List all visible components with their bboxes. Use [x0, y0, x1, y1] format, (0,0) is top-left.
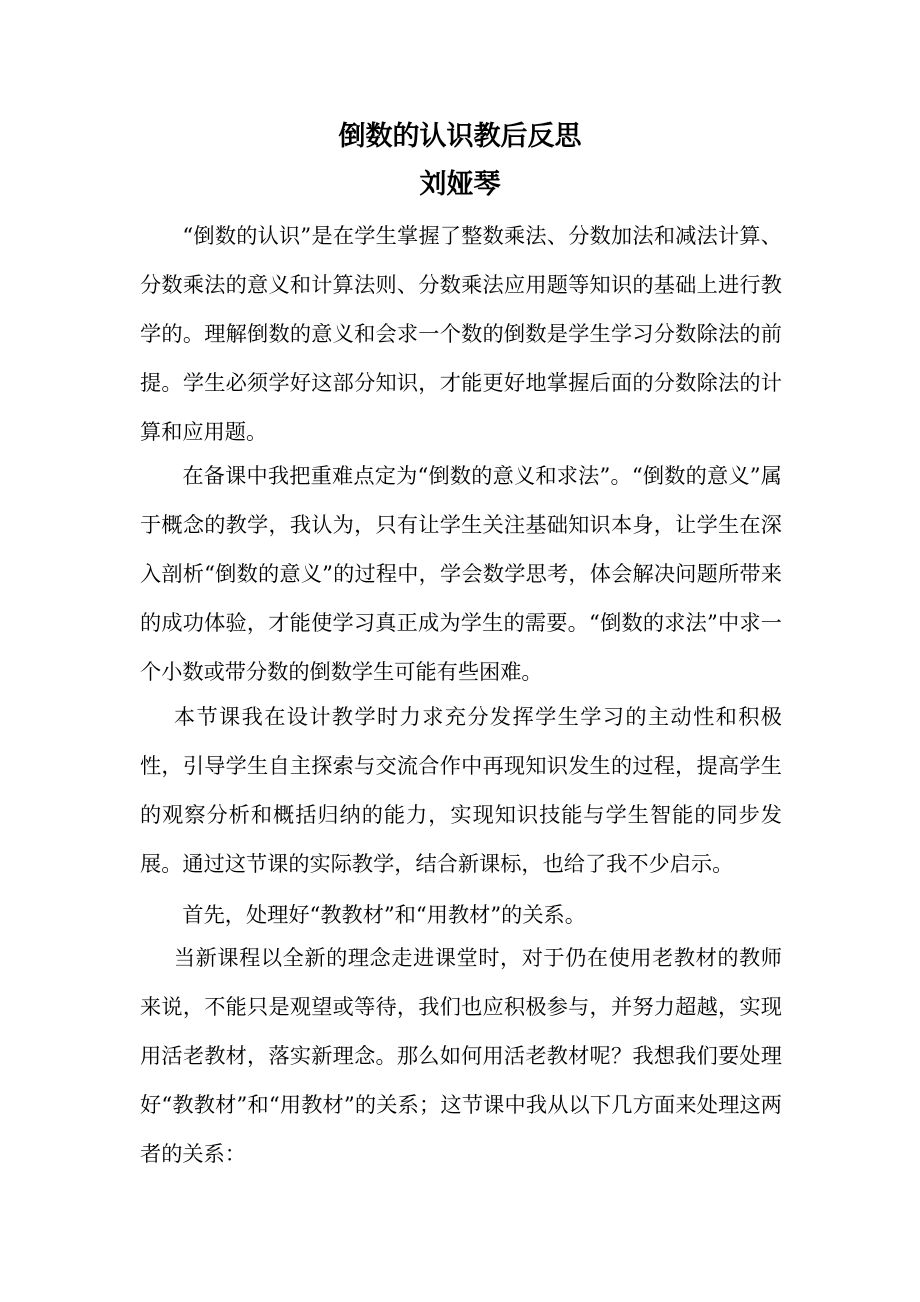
paragraph-3: 本节课我在设计教学时力求充分发挥学生学习的主动性和积极性，引导学生自主探索与交流合作中再现知识发生的过程，提高学生的观察分析和概括归纳的能力，实现知识技能与学生智能的同步发展。通过这节课的实际教学，结合新课标，也给了我不少启示。 — [140, 704, 782, 876]
paragraph-5: 当新课程以全新的理念走进课堂时，对于仍在使用老教材的教师来说，不能只是观望或等待，我们也应积极参与，并努力超越，实现用活老教材，落实新理念。那么如何用活老教材呢？我想我们要处理好“教教材”和“用教材”的关系；这节课中我从以下几方面来处理这两者的关系： — [140, 945, 782, 1166]
paragraph-1: “倒数的认识”是在学生掌握了整数乘法、分数加法和减法计算、分数乘法的意义和计算法则、分数乘法应用题等知识的基础上进行教学的。理解倒数的意义和会求一个数的倒数是学生学习分数除法的前提。学生必须学好这部分知识，才能更好地掌握后面的分数除法的计算和应用题。 — [140, 223, 782, 444]
paragraph-4: 首先，处理好“教教材”和“用教材”的关系。 — [182, 902, 586, 927]
document-title: 倒数的认识教后反思 — [338, 121, 582, 152]
author-name: 刘娅琴 — [419, 169, 501, 200]
paragraph-2: 在备课中我把重难点定为“倒数的意义和求法”。“倒数的意义”属于概念的教学，我认为，只有让学生关注基础知识本身，让学生在深入剖析“倒数的意义”的过程中，学会数学思考，体会解决问题所带来的成功体验，才能使学习真正成为学生的需要。“倒数的求法”中求一个小数或带分数的倒数学生可能有些困难。 — [140, 463, 782, 684]
